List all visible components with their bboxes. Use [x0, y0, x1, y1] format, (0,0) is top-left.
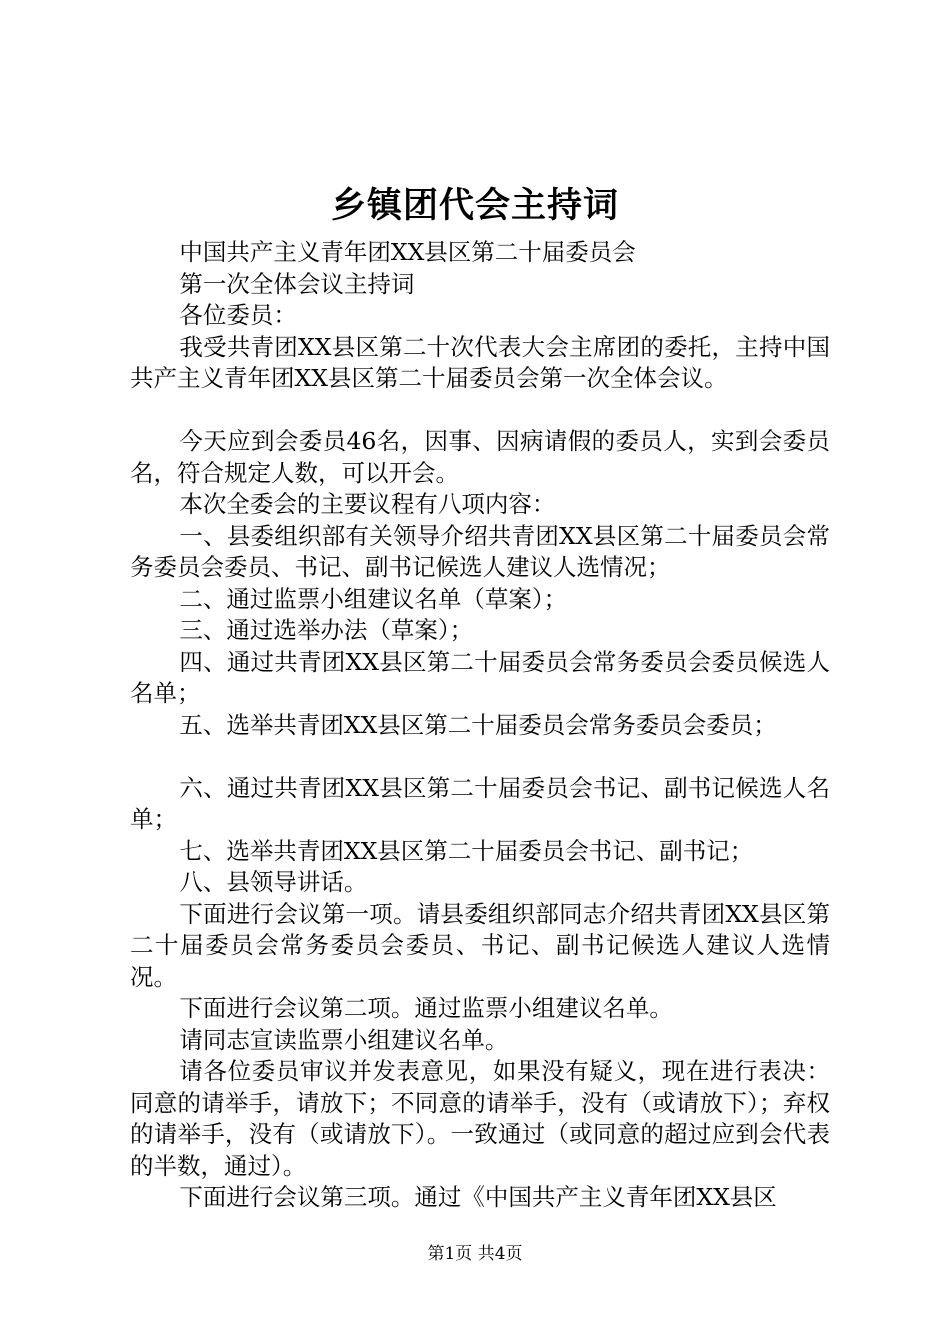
paragraph: 第一次全体会议主持词 — [179, 269, 415, 298]
paragraph: 八、县领导讲话。 — [179, 868, 368, 896]
paragraph: 一、县委组织部有关领导介绍共青团XX县区第二十届委员会常务委员会委员、书记、副书记候选人建议人选情况； — [130, 521, 830, 581]
paragraph: 我受共青团XX县区第二十次代表大会主席团的委托，主持中国共产主义青年团XX县区第二十届委员会第一次全体会议。 — [130, 332, 830, 392]
paragraph: 七、选举共青团XX县区第二十届委员会书记、副书记； — [179, 836, 754, 865]
paragraph: 请同志宣读监票小组建议名单。 — [179, 1025, 509, 1054]
page-footer: 第1页 共4页 — [427, 1244, 523, 1264]
document-body — [130, 237, 830, 1214]
paragraph: 五、选举共青团XX县区第二十届委员会常务委员会委员； — [179, 710, 777, 739]
paragraph: 下面进行会议第三项。通过《中国共产主义青年团XX县区 — [179, 1183, 777, 1211]
paragraph: 四、通过共青团XX县区第二十届委员会常务委员会委员候选人名单； — [130, 647, 830, 707]
paragraph: 今天应到会委员46名，因事、因病请假的委员人，实到会委员名，符合规定人数，可以开会。 — [130, 427, 830, 487]
paragraph: 中国共产主义青年团XX县区第二十届委员会 — [179, 238, 636, 266]
paragraph: 二、通过监票小组建议名单（草案）； — [179, 584, 568, 613]
paragraph: 三、通过选举办法（草案）； — [179, 616, 474, 644]
page-title: 乡镇团代会主持词 — [330, 186, 619, 226]
paragraph: 六、通过共青团XX县区第二十届委员会书记、副书记候选人名单； — [130, 773, 830, 833]
paragraph: 各位委员： — [179, 301, 297, 329]
paragraph: 下面进行会议第二项。通过监票小组建议名单。 — [179, 994, 673, 1022]
paragraph: 下面进行会议第一项。请县委组织部同志介绍共青团XX县区第二十届委员会常务委员会委员、书记、副书记候选人建议人选情况。 — [130, 899, 830, 991]
paragraph: 本次全委会的主要议程有八项内容： — [179, 490, 556, 518]
paragraph: 请各位委员审议并发表意见，如果没有疑义，现在进行表决：同意的请举手，请放下；不同意的请举手，没有（或请放下）；弃权的请举手，没有（或请放下）。一致通过（或同意的超过应到会代表的半数，通过）。 — [130, 1057, 830, 1180]
